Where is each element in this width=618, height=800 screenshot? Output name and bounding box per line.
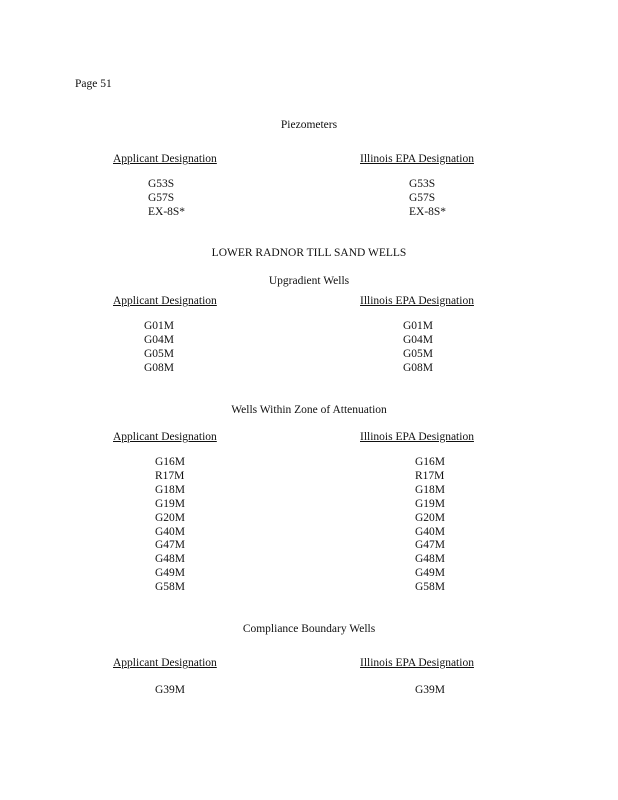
attenuation-applicant-list <box>155 456 185 595</box>
attenuation-illinois-list <box>415 456 445 595</box>
section-title-attenuation: Wells Within Zone of Attenuation <box>231 404 387 416</box>
list-item: G16M <box>415 456 446 468</box>
list-item: G58M <box>155 581 186 594</box>
list-item: G05M <box>144 347 175 360</box>
illinois-epa-designation-header: Illinois EPA Designation <box>360 657 474 669</box>
list-item: G58M <box>415 581 446 594</box>
section-title-compliance: Compliance Boundary Wells <box>242 623 376 635</box>
list-item: G04M <box>403 333 434 346</box>
list-item: G19M <box>415 497 446 510</box>
list-item: G49M <box>415 567 446 580</box>
upgradient-illinois-list <box>403 320 433 376</box>
list-item: EX-8S* <box>409 205 447 218</box>
list-item: G05M <box>403 347 434 360</box>
list-item: G40M <box>415 525 446 538</box>
illinois-epa-designation-header: Illinois EPA Designation <box>360 431 474 443</box>
applicant-designation-header: Applicant Designation <box>113 431 217 443</box>
list-item: G20M <box>415 511 446 524</box>
list-item: G39M <box>155 684 186 696</box>
list-item: G20M <box>155 511 186 524</box>
applicant-designation-header: Applicant Designation <box>113 657 217 669</box>
compliance-applicant-list <box>155 684 185 698</box>
list-item: G48M <box>155 553 186 566</box>
section-title-piezometers: Piezometers <box>280 119 338 131</box>
list-item: G40M <box>155 525 186 538</box>
list-item: G48M <box>415 553 446 566</box>
upgradient-applicant-list <box>144 320 174 376</box>
list-item: G18M <box>155 483 186 496</box>
list-item: R17M <box>415 469 445 482</box>
list-item: G53S <box>148 178 175 190</box>
applicant-designation-header: Applicant Designation <box>113 295 217 307</box>
list-item: G19M <box>155 497 186 510</box>
list-item: G39M <box>415 684 446 696</box>
list-item: G57S <box>148 191 175 204</box>
list-item: G16M <box>155 456 186 468</box>
piezometers-applicant-list <box>148 178 185 220</box>
list-item: G49M <box>155 567 186 580</box>
list-item: G57S <box>409 191 436 204</box>
compliance-illinois-list <box>415 684 445 698</box>
list-item: G08M <box>403 361 434 374</box>
list-item: G47M <box>415 539 446 552</box>
illinois-epa-designation-header: Illinois EPA Designation <box>360 153 474 165</box>
list-item: G01M <box>403 320 434 332</box>
list-item: G04M <box>144 333 175 346</box>
page-number: Page 51 <box>75 78 112 90</box>
piezometers-illinois-list <box>409 178 446 220</box>
list-item: EX-8S* <box>148 205 186 218</box>
section-title-upgradient: Upgradient Wells <box>268 275 350 287</box>
lower-radnor-title: LOWER RADNOR TILL SAND WELLS <box>211 247 407 259</box>
illinois-epa-designation-header: Illinois EPA Designation <box>360 295 474 307</box>
applicant-designation-header: Applicant Designation <box>113 153 217 165</box>
list-item: G01M <box>144 320 175 332</box>
list-item: R17M <box>155 469 185 482</box>
list-item: G53S <box>409 178 436 190</box>
list-item: G18M <box>415 483 446 496</box>
list-item: G47M <box>155 539 186 552</box>
list-item: G08M <box>144 361 175 374</box>
